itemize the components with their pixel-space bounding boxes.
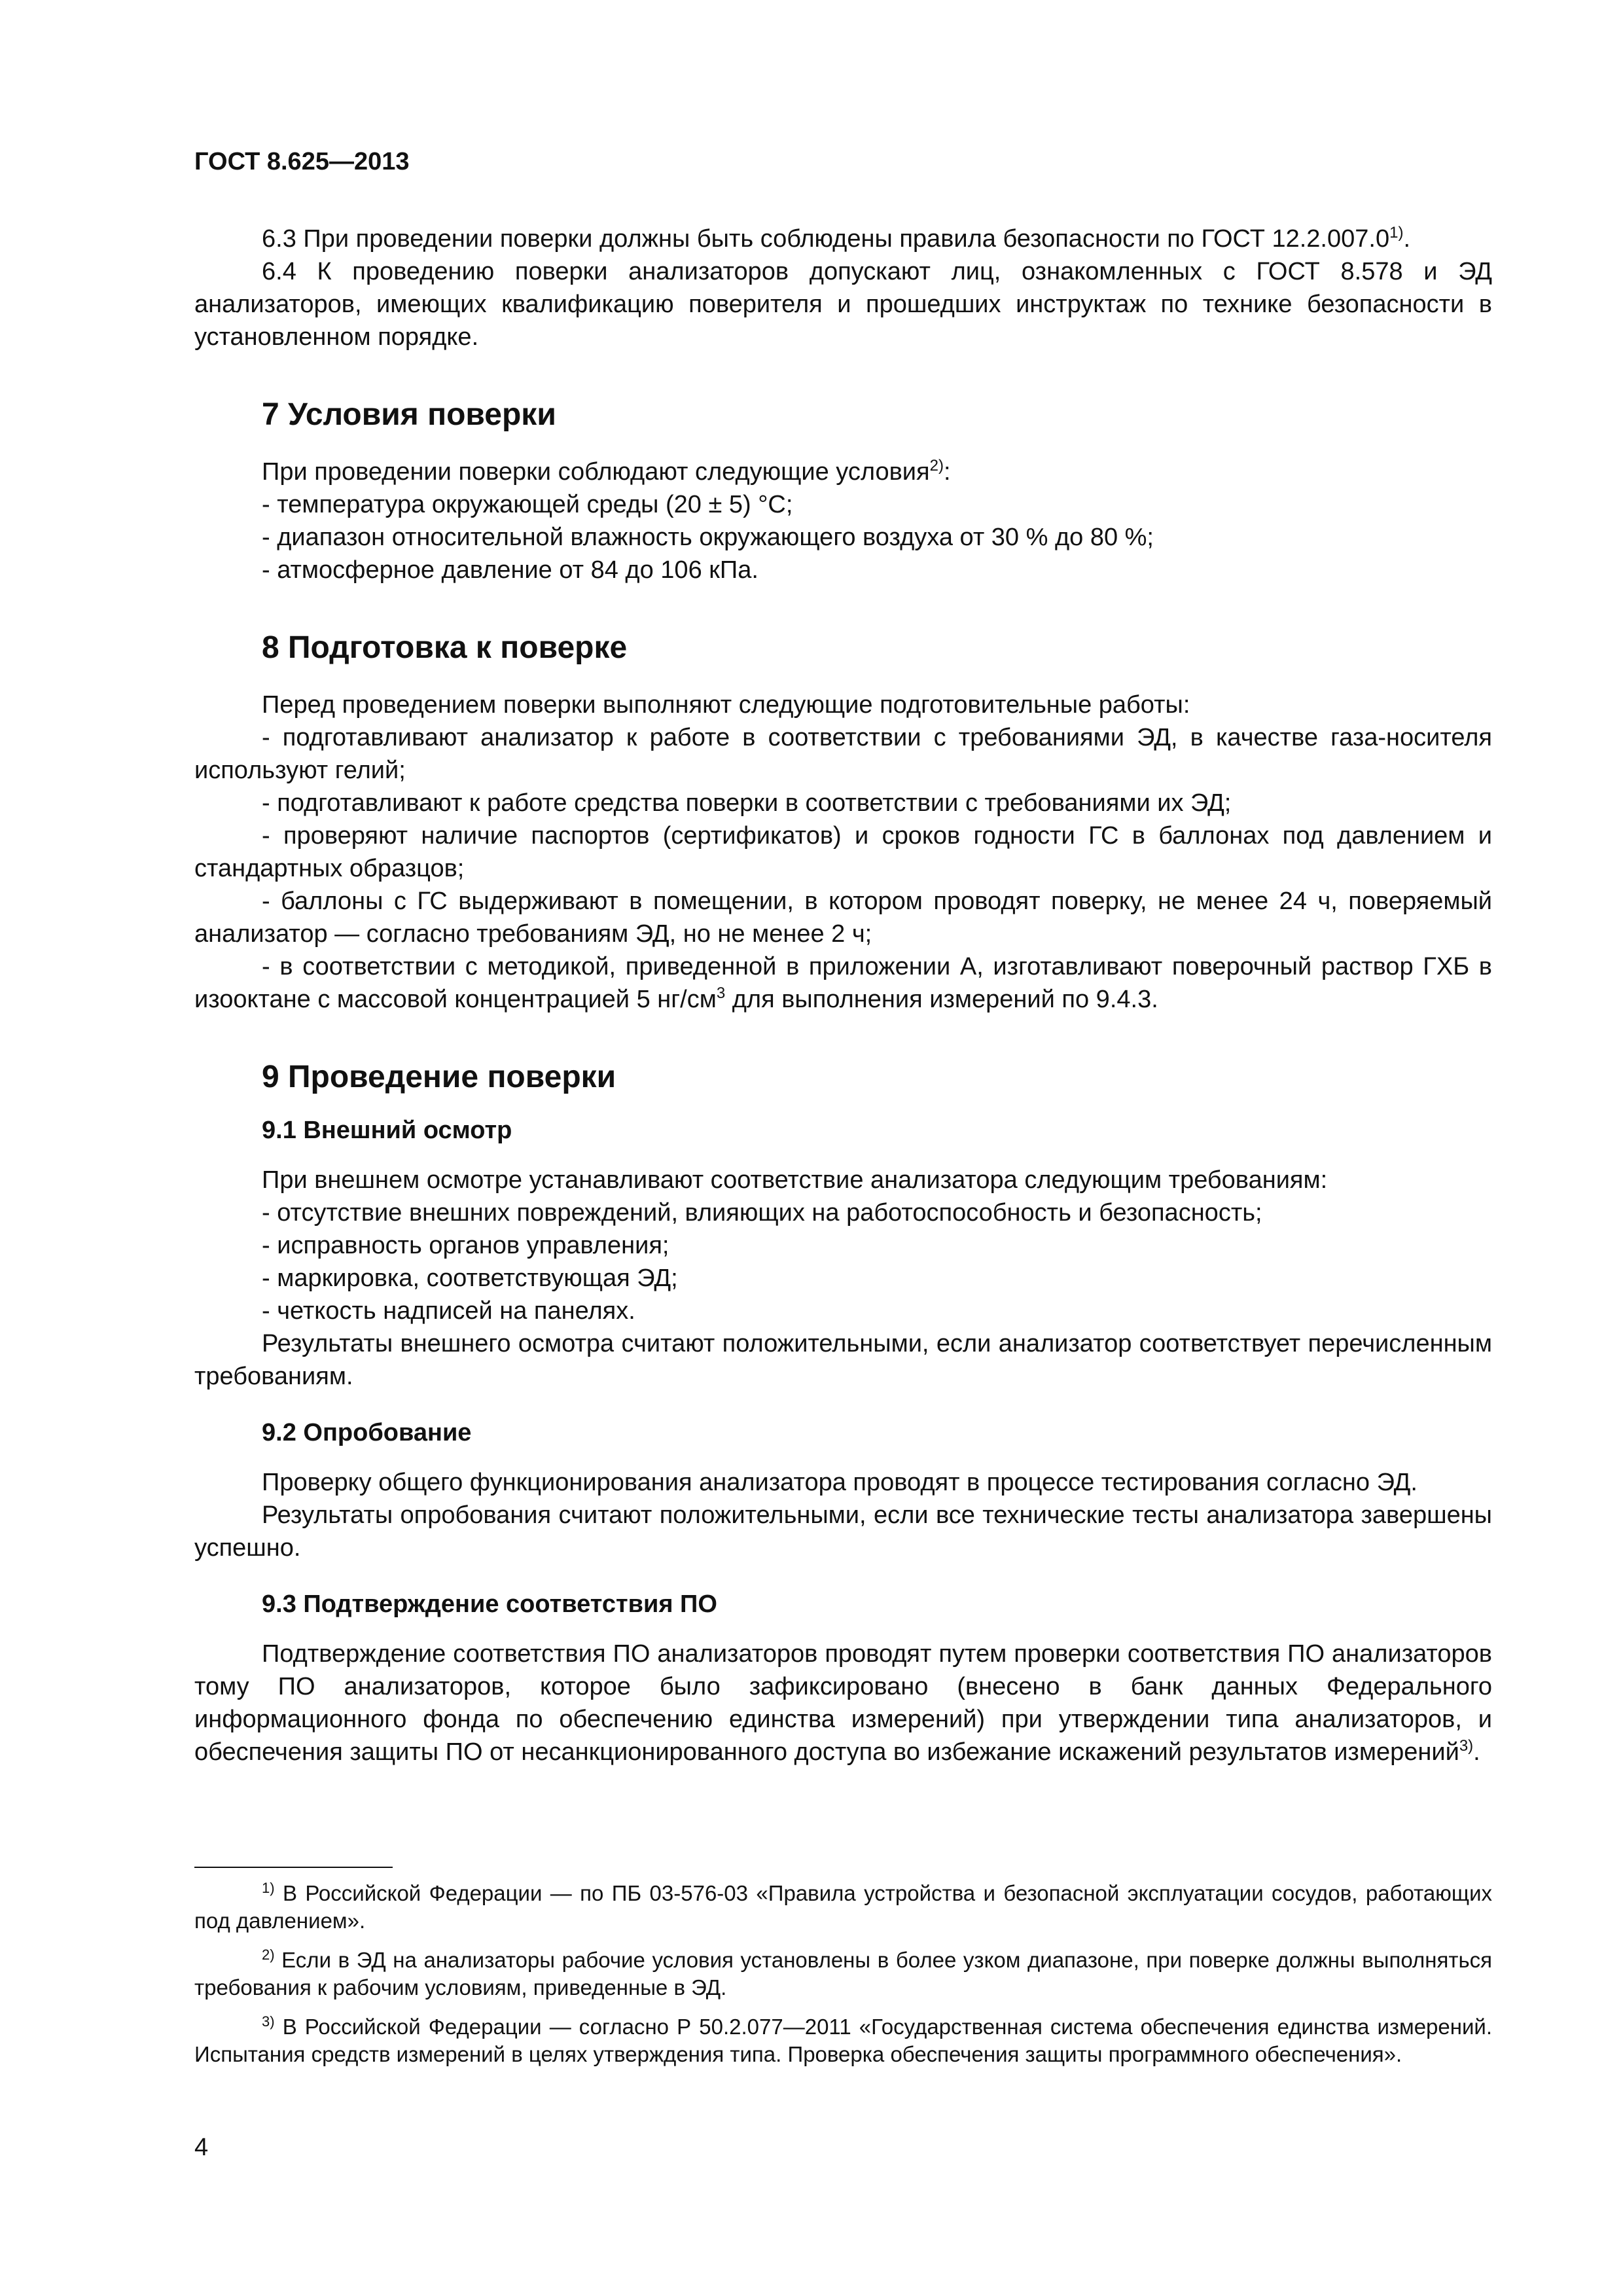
footnote-3: $^{3)}$ В Российской Федерации — согласно Р 50.2.077—2011 «Государственная система обеспечения единства измерений. Испытания средств измерений в целях утверждения типа. Проверка обеспечения защиты программного обеспечения».: [194, 2013, 1493, 2066]
section-9-1-title: 9.1 Внешний осмотр: [262, 1117, 512, 1144]
section-9-2-title: 9.2 Опробование: [262, 1419, 472, 1446]
footnote-1: $^{1)}$ В Российской Федерации — по ПБ 03-576-03 «Правила устройства и безопасной эксплуатации сосудов, работающих под давлением».: [194, 1880, 1493, 1933]
section-7-title: 7 Условия поверки: [262, 397, 556, 432]
section-8-body: [194, 689, 1492, 1016]
main-content: [194, 223, 1492, 1768]
section-7-body: [194, 456, 1492, 586]
section-9-2-p1: Проверку общего функционирования анализатора проводят в процессе тестирования согласно ЭД.: [262, 1469, 1418, 1496]
section-7-intro: При проведении поверки соблюдают следующие условия$^{2)}$:: [262, 457, 951, 486]
section-8-intro: Перед проведением поверки выполняют следующие подготовительные работы:: [262, 691, 1190, 719]
section-9-3-p1: Подтверждение соответствия ПО анализаторов проводят путем проверки соответствия ПО анализаторов тому ПО анализаторов, которое было зафиксировано (внесено в банк данных Федерального информационного фонда по обеспечению единства измерений) при утверждении типа анализаторов, и обеспечения защиты ПО от несанкционированного доступа во избежание искажений результатов измерений$^{3)}$.: [194, 1640, 1492, 1766]
footnote-ref-2[interactable]: 2): [929, 457, 944, 475]
footnote-ref-1[interactable]: 1): [1389, 224, 1404, 242]
list-item: - отсутствие внешних повреждений, влияющих на работоспособность и безопасность;: [262, 1199, 1262, 1227]
section-8-title: 8 Подготовка к поверке: [262, 630, 628, 665]
list-item: - исправность органов управления;: [262, 1232, 669, 1259]
footnotes: [194, 1880, 1492, 2068]
section-9-2-p2: Результаты опробования считают положительными, если все технические тесты анализатора завершены успешно.: [194, 1501, 1492, 1562]
list-item: - подготавливают к работе средства поверки в соответствии с требованиями их ЭД;: [262, 789, 1232, 817]
list-item: - диапазон относительной влажность окружающего воздуха от 30 % до 80 %;: [262, 524, 1154, 551]
section-9-3-title: 9.3 Подтверждение соответствия ПО: [262, 1590, 717, 1618]
paragraph-6-3: 6.3 При проведении поверки должны быть соблюдены правила безопасности по ГОСТ 12.2.007.0$^{1)}$.: [262, 224, 1410, 253]
list-item: - температура окружающей среды (20 ± 5) °С;: [262, 491, 793, 518]
list-item: - в соответствии с методикой, приведенной в приложении А, изготавливают поверочный раствор ГХБ в изооктане с массовой концентрацией 5 $нг/см^3$ для выполнения измерений по 9.4.3.: [194, 953, 1492, 1013]
section-9-3-body: [194, 1638, 1492, 1768]
list-item: - подготавливают анализатор к работе в соответствии с требованиями ЭД, в качестве газа-носителя используют гелий;: [194, 724, 1492, 784]
section-9-title: 9 Проведение поверки: [262, 1060, 616, 1094]
list-item: - проверяют наличие паспортов (сертификатов) и сроков годности ГС в баллонах под давлением и стандартных образцов;: [194, 822, 1492, 882]
page-number: 4: [194, 2134, 209, 2161]
footnote-separator: [194, 1867, 393, 1868]
footnote-ref-3[interactable]: 3): [1459, 1737, 1474, 1755]
section-9-2-body: [194, 1466, 1492, 1564]
paragraph-6-4: 6.4 К проведению поверки анализаторов допускают лиц, ознакомленных с ГОСТ 8.578 и ЭД анализаторов, имеющих квалификацию поверителя и прошедших инструктаж по технике безопасности в установленном порядке.: [194, 258, 1492, 351]
list-item: - маркировка, соответствующая ЭД;: [262, 1265, 678, 1292]
section-9-1-result: Результаты внешнего осмотра считают положительными, если анализатор соответствует перечисленным требованиям.: [194, 1330, 1492, 1390]
list-item: - баллоны с ГС выдерживают в помещении, в котором проводят поверку, не менее 24 ч, поверяемый анализатор — согласно требованиям ЭД, но не менее 2 ч;: [194, 888, 1492, 948]
section-9-1-body: [194, 1164, 1492, 1393]
running-header: ГОСТ 8.625—2013: [194, 148, 410, 175]
footnote-2: $^{2)}$ Если в ЭД на анализаторы рабочие условия установлены в более узком диапазоне, при поверке должны выполняться требования к рабочим условиям, приведенные в ЭД.: [194, 1946, 1493, 2000]
list-item: - четкость надписей на панелях.: [262, 1297, 635, 1325]
list-item: - атмосферное давление от 84 до 106 кПа.: [262, 556, 758, 584]
superscript-3: 3: [716, 984, 726, 1002]
section-9-1-intro: При внешнем осмотре устанавливают соответствие анализатора следующим требованиям:: [262, 1166, 1328, 1194]
